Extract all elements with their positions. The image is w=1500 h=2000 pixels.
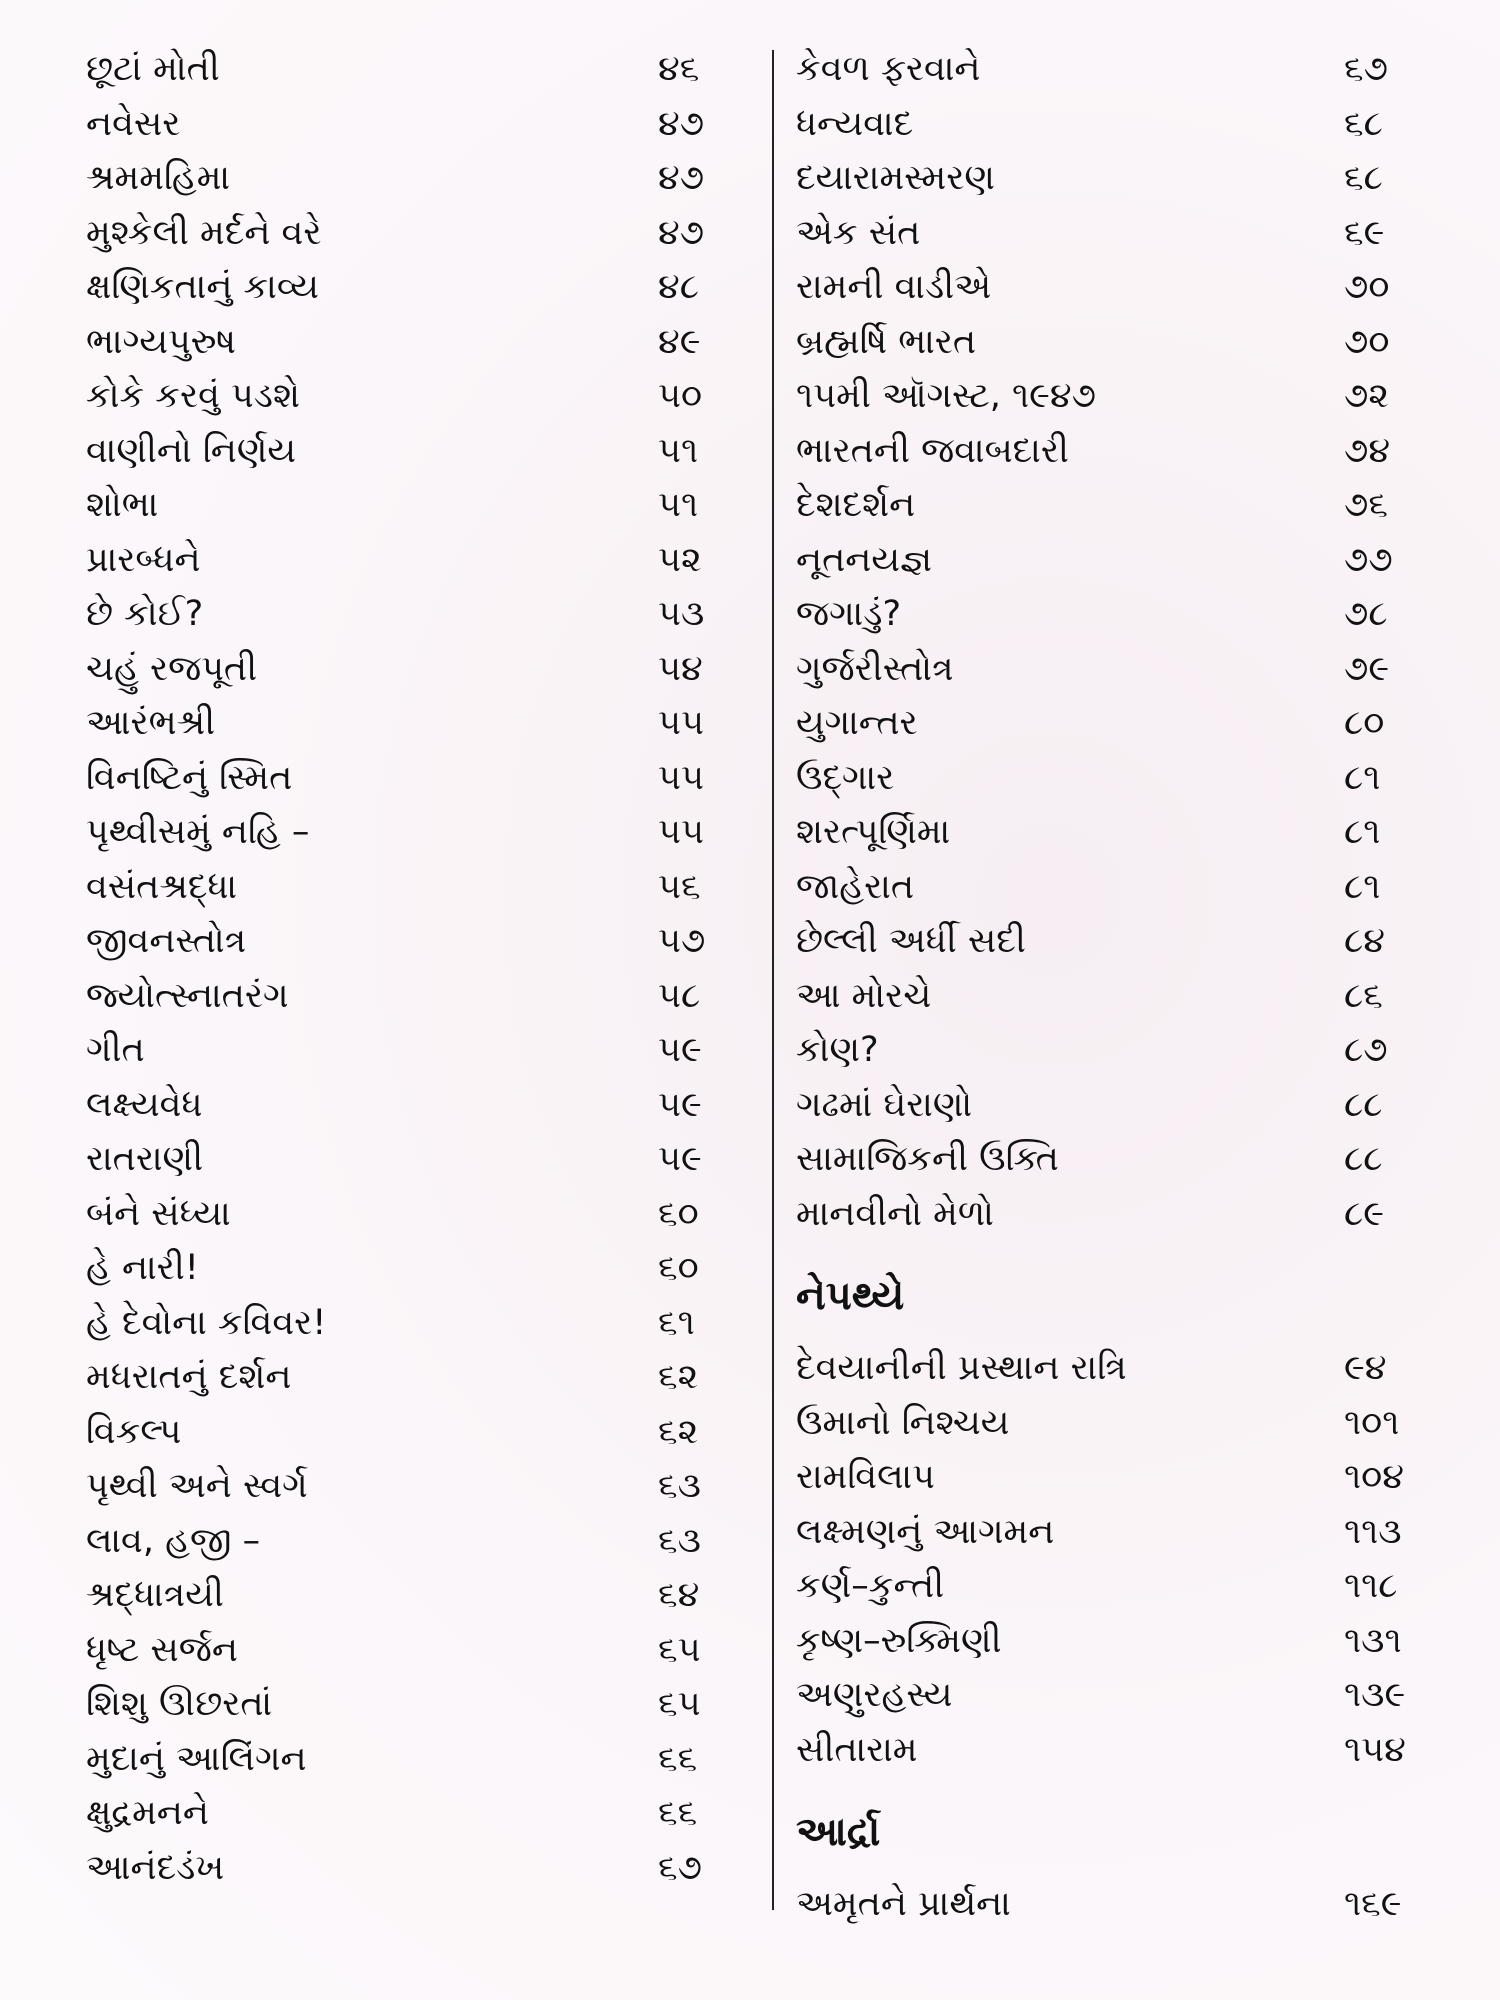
toc-entry xyxy=(86,1459,726,1514)
toc-entry xyxy=(86,914,726,969)
toc-entry-page-number: ૫૪ xyxy=(658,648,703,689)
toc-entry xyxy=(86,42,726,97)
toc-entry-page-number: ૧૩૧ xyxy=(1344,1620,1402,1661)
toc-entry-page-number: ૫૫ xyxy=(658,703,704,743)
toc-entry-title: બંને સંધ્યા xyxy=(86,1193,231,1234)
toc-entry-page-number: ૬૬ xyxy=(658,1793,698,1833)
toc-entry-title: હે નારી! xyxy=(86,1248,199,1288)
toc-entry-page-number: ૮૮ xyxy=(1344,1084,1383,1125)
toc-entry-title: દેશદર્શન xyxy=(796,485,916,525)
toc-entry-page-number: ૭૨ xyxy=(1344,376,1389,416)
toc-entry xyxy=(796,1078,1446,1133)
toc-entry-title: રાતરાણી xyxy=(86,1139,204,1179)
toc-entry-page-number: ૪૭ xyxy=(658,158,705,198)
toc-entry xyxy=(796,642,1446,697)
toc-entry xyxy=(86,1187,726,1242)
toc-entry-title: ભાગ્યપુરુષ xyxy=(86,321,236,362)
toc-entry xyxy=(796,751,1446,806)
toc-entry xyxy=(86,1677,726,1732)
toc-entry-title: ગુર્જરીસ્તોત્ર xyxy=(796,648,954,689)
toc-entry-page-number: ૫૫ xyxy=(658,757,704,798)
toc-entry-title: છે કોઈ? xyxy=(86,594,204,634)
toc-entry xyxy=(796,1668,1446,1723)
toc-entry-page-number: ૮૧ xyxy=(1344,812,1381,852)
toc-entry-page-number: ૭૦ xyxy=(1344,321,1390,362)
toc-entry-title: સામાજિકની ઉક્તિ xyxy=(796,1139,1059,1179)
toc-entry-title: લાવ, હજી – xyxy=(86,1520,261,1561)
toc-entry-title: આ મોરચે xyxy=(796,975,932,1016)
toc-entry-page-number: ૫૭ xyxy=(658,921,706,961)
toc-entry xyxy=(796,1396,1446,1451)
toc-entry-title: દયારામસ્મરણ xyxy=(796,158,995,198)
toc-entry-title: જગાડું? xyxy=(796,594,902,634)
toc-entry-page-number: ૬૩ xyxy=(658,1520,701,1561)
toc-entry-page-number: ૧૧૩ xyxy=(1344,1511,1402,1552)
toc-entry xyxy=(796,1614,1446,1669)
toc-entry-page-number: ૭૮ xyxy=(1344,594,1388,634)
toc-entry-page-number: ૬૦ xyxy=(658,1248,699,1288)
toc-entry-page-number: ૮૬ xyxy=(1344,975,1383,1016)
toc-entry-page-number: ૫૯ xyxy=(658,1084,702,1125)
toc-entry-title: વાણીનો નિર્ણય xyxy=(86,430,297,471)
toc-entry-title: સીતારામ xyxy=(796,1729,918,1770)
toc-entry xyxy=(796,1341,1446,1396)
toc-entry xyxy=(86,1132,726,1187)
toc-entry-title: નવેસર xyxy=(86,103,181,144)
toc-entry xyxy=(796,914,1446,969)
toc-entry-title: વિનષ્ટિનું સ્મિત xyxy=(86,757,293,798)
toc-entry xyxy=(796,315,1446,370)
toc-entry xyxy=(796,696,1446,751)
toc-entry-page-number: ૫૮ xyxy=(658,975,701,1016)
toc-entry xyxy=(86,1241,726,1296)
toc-entry-page-number: ૧૧૮ xyxy=(1344,1566,1398,1606)
toc-entry-page-number: ૬૮ xyxy=(1344,158,1383,198)
toc-entry-page-number: ૧૫૪ xyxy=(1344,1729,1406,1770)
toc-entry xyxy=(796,206,1446,261)
toc-entry xyxy=(86,1023,726,1078)
toc-entry-title: પૃથ્વી અને સ્વર્ગ xyxy=(86,1466,308,1506)
toc-entry-title: કેવળ ફરવાને xyxy=(796,49,981,89)
toc-entry xyxy=(86,1514,726,1569)
toc-entry xyxy=(86,1405,726,1460)
toc-entry-page-number: ૬૭ xyxy=(1344,49,1388,89)
toc-entry-title: શોભા xyxy=(86,485,159,525)
toc-entry xyxy=(86,1078,726,1133)
toc-entry-title: આનંદડંખ xyxy=(86,1847,225,1888)
column-divider xyxy=(772,50,774,1910)
toc-entry xyxy=(86,860,726,915)
toc-entry-title: પૃથ્વીસમું નહિ – xyxy=(86,812,310,852)
toc-entry-page-number: ૭૦ xyxy=(1344,267,1390,307)
toc-entry-title: યુગાન્તર xyxy=(796,703,918,743)
toc-entry-title: છેલ્લી અર્ધી સદી xyxy=(796,921,1026,961)
toc-entry-page-number: ૪૯ xyxy=(658,321,701,362)
toc-entry-page-number: ૧૦૪ xyxy=(1344,1457,1404,1497)
toc-entry-title: નૂતનયજ્ઞ xyxy=(796,539,933,580)
toc-entry-page-number: ૬૨ xyxy=(658,1357,699,1397)
toc-entry-title: શ્રમમહિમા xyxy=(86,158,231,198)
toc-entry-title: જાહેરાત xyxy=(796,866,915,907)
toc-entry-title: કોકે કરવું પડશે xyxy=(86,376,300,416)
toc-entry-page-number: ૮૦ xyxy=(1344,703,1385,743)
toc-entry-page-number: ૭૯ xyxy=(1344,648,1390,689)
toc-entry-page-number: ૫૯ xyxy=(658,1030,702,1070)
toc-entry-title: મુદાનું આલિંગન xyxy=(86,1738,307,1779)
toc-entry-page-number: ૧૦૧ xyxy=(1344,1402,1400,1443)
toc-entry xyxy=(86,424,726,479)
toc-entry-page-number: ૫૦ xyxy=(658,376,703,416)
toc-entry-page-number: ૮૧ xyxy=(1344,757,1381,798)
toc-entry xyxy=(796,260,1446,315)
toc-entry-page-number: ૭૪ xyxy=(1344,430,1391,471)
toc-entry xyxy=(86,1841,726,1896)
toc-entry xyxy=(796,587,1446,642)
toc-entry xyxy=(86,805,726,860)
toc-entry xyxy=(86,97,726,152)
toc-entry xyxy=(86,1786,726,1841)
toc-entry-title: જ્યોત્સ્નાતરંગ xyxy=(86,975,289,1016)
toc-entry xyxy=(86,151,726,206)
toc-entry xyxy=(86,1568,726,1623)
toc-entry-title: ચહું રજપૂતી xyxy=(86,648,258,689)
toc-entry-page-number: ૫૧ xyxy=(658,430,699,471)
toc-entry xyxy=(86,1623,726,1678)
toc-entry xyxy=(86,587,726,642)
toc-entry-title: ક્ષણિકતાનું કાવ્ય xyxy=(86,267,319,307)
toc-entry-page-number: ૧૬૯ xyxy=(1344,1884,1402,1924)
toc-entry xyxy=(796,424,1446,479)
section-nepathye-entries xyxy=(796,1341,1446,1777)
toc-entry-title: શ્રદ્ધાત્રયી xyxy=(86,1575,224,1615)
toc-entry xyxy=(86,642,726,697)
toc-left-column xyxy=(86,42,726,1895)
toc-entry xyxy=(86,260,726,315)
toc-entry-title: ઉદ્‌ગાર xyxy=(796,757,895,798)
toc-entry-page-number: ૬૭ xyxy=(658,1847,702,1888)
toc-entry xyxy=(796,369,1446,424)
toc-entry xyxy=(796,1450,1446,1505)
toc-entry-page-number: ૮૧ xyxy=(1344,866,1381,907)
toc-entry xyxy=(796,860,1446,915)
toc-entry xyxy=(796,533,1446,588)
toc-entry xyxy=(796,1559,1446,1614)
toc-entry-page-number: ૬૯ xyxy=(1344,212,1385,253)
toc-entry-title: અણુરહસ્ય xyxy=(796,1675,953,1715)
toc-entry-title: વસંતશ્રદ્ધા xyxy=(86,866,238,907)
toc-entry xyxy=(86,206,726,261)
toc-entry-page-number: ૮૪ xyxy=(1344,921,1385,961)
toc-entry-title: શરત્પૂર્ણિમા xyxy=(796,812,951,852)
toc-entry-title: રામની વાડીએ xyxy=(796,267,992,307)
toc-entry-page-number: ૬૫ xyxy=(658,1684,701,1724)
toc-entry-title: કોણ? xyxy=(796,1030,879,1070)
toc-entry-page-number: ૫૯ xyxy=(658,1139,702,1179)
toc-entry-page-number: ૭૭ xyxy=(1344,539,1393,580)
toc-entry xyxy=(796,969,1446,1024)
toc-entry-title: રામવિલાપ xyxy=(796,1457,935,1497)
toc-entry-page-number: ૫૧ xyxy=(658,485,699,525)
toc-entry-page-number: ૪૭ xyxy=(658,212,705,253)
toc-entry-page-number: ૮૭ xyxy=(1344,1030,1388,1070)
toc-entry-title: મુશ્કેલી મર્દને વરે xyxy=(86,212,322,253)
toc-entry-title: મધરાતનું દર્શન xyxy=(86,1357,292,1397)
toc-entry-title: કૃષ્ણ–રુક્મિણી xyxy=(796,1620,1002,1661)
toc-entry xyxy=(796,1877,1446,1932)
toc-entry-title: લક્ષ્મણનું આગમન xyxy=(796,1511,1055,1552)
toc-entry-title: લક્ષ્યવેધ xyxy=(86,1084,203,1125)
toc-entry xyxy=(86,533,726,588)
toc-entry xyxy=(796,478,1446,533)
toc-entry-title: આરંભશ્રી xyxy=(86,703,216,743)
toc-entry-page-number: ૮૯ xyxy=(1344,1193,1384,1234)
toc-entry-title: દેવયાનીની પ્રસ્થાન રાત્રિ xyxy=(796,1348,1127,1388)
toc-entry-title: ૧૫મી ઑગસ્ટ, ૧૯૪૭ xyxy=(796,376,1096,416)
toc-entry-title: ઉમાનો નિશ્ચય xyxy=(796,1402,1010,1443)
toc-entry xyxy=(796,42,1446,97)
toc-entry-page-number: ૬૨ xyxy=(658,1411,699,1452)
toc-entry-page-number: ૬૧ xyxy=(658,1302,695,1343)
toc-entry-title: પ્રારબ્ધને xyxy=(86,539,201,580)
toc-entry-title: ક્ષુદ્રમનને xyxy=(86,1793,209,1833)
toc-entry-title: ગીત xyxy=(86,1030,145,1070)
toc-entry-page-number: ૫૨ xyxy=(658,539,702,580)
toc-entry-title: અમૃતને પ્રાર્થના xyxy=(796,1884,1011,1924)
toc-entry-title: હે દેવોના કવિવર! xyxy=(86,1302,327,1343)
section-ardra-entries xyxy=(796,1877,1446,1932)
toc-entry-page-number: ૬૫ xyxy=(658,1629,701,1670)
toc-entry-title: માનવીનો મેળો xyxy=(796,1193,994,1234)
toc-entry-title: ગઢમાં ઘેરાણો xyxy=(796,1084,973,1125)
toc-entry xyxy=(796,1132,1446,1187)
toc-entry xyxy=(86,969,726,1024)
toc-right-entries xyxy=(796,42,1446,1241)
toc-entry xyxy=(86,751,726,806)
toc-entry xyxy=(796,151,1446,206)
toc-entry xyxy=(86,1296,726,1351)
toc-entry-page-number: ૭૬ xyxy=(1344,485,1388,525)
toc-entry-page-number: ૪૮ xyxy=(658,267,699,307)
toc-entry xyxy=(796,1187,1446,1242)
toc-entry xyxy=(86,315,726,370)
toc-entry-page-number: ૫૫ xyxy=(658,812,704,852)
toc-entry-title: બ્રહ્મર્ષિ ભારત xyxy=(796,321,977,362)
toc-entry xyxy=(796,1505,1446,1560)
toc-entry-page-number: ૧૩૯ xyxy=(1344,1675,1406,1715)
toc-entry-page-number: ૬૦ xyxy=(658,1193,699,1234)
toc-entry-page-number: ૯૪ xyxy=(1344,1348,1387,1388)
toc-entry xyxy=(86,369,726,424)
toc-entry-page-number: ૮૮ xyxy=(1344,1139,1383,1179)
toc-entry-title: જીવનસ્તોત્ર xyxy=(86,921,247,961)
toc-entry-page-number: ૬૬ xyxy=(658,1738,698,1779)
toc-entry-title: ધૃષ્ટ સર્જન xyxy=(86,1629,238,1670)
toc-entry-title: એક સંત xyxy=(796,212,921,253)
toc-entry-page-number: ૬૮ xyxy=(1344,103,1383,144)
toc-entry-title: છૂટાં મોતી xyxy=(86,49,220,89)
toc-right-column xyxy=(796,42,1446,1932)
toc-entry xyxy=(86,1732,726,1787)
toc-entry xyxy=(796,805,1446,860)
toc-entry-page-number: ૪૭ xyxy=(658,103,705,144)
toc-entry-page-number: ૬૪ xyxy=(658,1575,700,1615)
section-heading-ardra: આર્દ્રા xyxy=(796,1809,881,1855)
toc-entry xyxy=(86,478,726,533)
toc-entry xyxy=(86,696,726,751)
toc-entry-title: વિકલ્પ xyxy=(86,1411,182,1452)
toc-entry-title: ધન્યવાદ xyxy=(796,103,914,144)
toc-entry-page-number: ૪૬ xyxy=(658,49,700,89)
toc-entry-page-number: ૬૩ xyxy=(658,1466,701,1506)
toc-entry xyxy=(86,1350,726,1405)
toc-entry xyxy=(796,1023,1446,1078)
toc-entry-title: કર્ણ–કુન્તી xyxy=(796,1566,945,1606)
toc-entry xyxy=(796,1723,1446,1778)
toc-entry-page-number: ૫૩ xyxy=(658,594,705,634)
toc-entry-title: ભારતની જવાબદારી xyxy=(796,430,1069,471)
toc-entry-page-number: ૫૬ xyxy=(658,866,701,907)
toc-entry-title: શિશુ ઊછરતાં xyxy=(86,1684,273,1724)
section-heading-nepathye: નેપથ્યે xyxy=(796,1273,905,1319)
toc-entry xyxy=(796,97,1446,152)
